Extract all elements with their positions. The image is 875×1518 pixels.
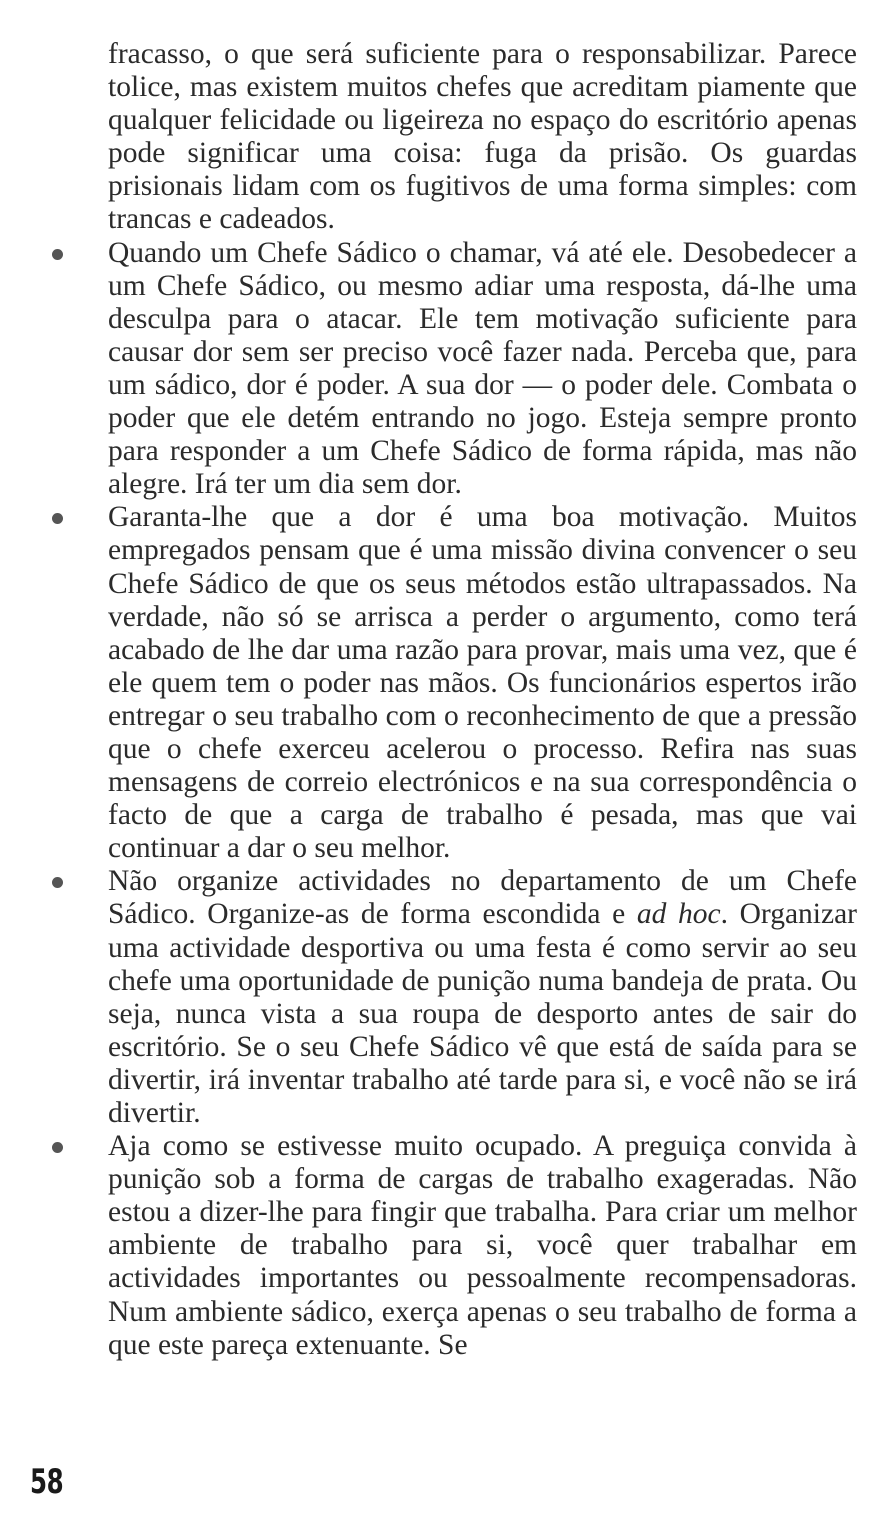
bullet-text-end: . Organizar uma actividade desportiva ou uma festa é como servir ao seu chefe uma oportunidade de punição numa bandeja de prata. Ou seja, nunca vista a sua roupa de desporto antes de sair do escritório. Se o seu Chefe Sádico vê que está de saída para se divertir, irá inventar trabalho até tarde para si, e você não se irá divertir. [108, 898, 858, 1129]
bullet-text: Aja como se estivesse muito ocupado. A preguiça convida à punição sob a forma de cargas de trabalho exageradas. Não estou a dizer-lhe para fingir que trabalha. Para criar um melhor ambiente de trabalho para si, você quer trabalhar em actividades importantes ou pessoalmente recompensadoras. Num ambiente sádico, exerça apenas o seu trabalho de forma a que este pareça extenuante. Se [108, 1130, 857, 1361]
body-text [108, 38, 857, 1362]
bullet-icon [52, 249, 63, 260]
bullet-icon [52, 877, 63, 888]
bullet-item-4 [108, 1130, 857, 1362]
italic-term: ad hoc [636, 898, 721, 931]
bullet-item-1 [108, 237, 857, 502]
bullet-item-3 [108, 865, 857, 1130]
bullet-text: Quando um Chefe Sádico o chamar, vá até ele. Desobedecer a um Chefe Sádico, ou mesmo adiar uma resposta, dá-lhe uma desculpa para o atacar. Ele tem motivação suficiente para causar dor sem ser preciso você fazer nada. Perceba que, para um sádico, dor é poder. A sua dor — o poder dele. Combata o poder que ele detém entrando no jogo. Esteja sempre pronto para responder a um Chefe Sádico de forma rápida, mas não alegre. Irá ter um dia sem dor. [108, 236, 857, 501]
page-number: 58 [30, 1462, 64, 1502]
bullet-text: Garanta-lhe que a dor é uma boa motivação. Muitos empregados pensam que é uma missão divina convencer o seu Chefe Sádico de que os seus métodos estão ultrapassados. Na verdade, não só se arrisca a perder o argumento, como terá acabado de lhe dar uma razão para provar, mais uma vez, que é ele quem tem o poder nas mãos. Os funcionários espertos irão entregar o seu trabalho com o reconhecimento de que a pressão que o chefe exerceu acelerou o processo. Refira nas suas mensagens de correio electrónicos e na sua correspondência o facto de que a carga de trabalho é pesada, mas que vai continuar a dar o seu melhor. [108, 501, 857, 865]
bullet-icon [52, 513, 63, 524]
bullet-item-2 [108, 501, 857, 865]
bullet-icon [52, 1142, 63, 1153]
continuation-paragraph: fracasso, o que será suficiente para o responsabilizar. Parece tolice, mas existem muitos chefes que acreditam piamente que qualquer felicidade ou ligeireza no espaço do escritório apenas pode significar uma coisa: fuga da prisão. Os guardas prisionais lidam com os fugitivos de uma forma simples: com trancas e cadeados. [108, 38, 857, 236]
bullet-text [108, 865, 857, 1130]
bullet-text-start: Não organize actividades no departamento de um Chefe Sádico. Organize-as de forma escondida e [108, 865, 857, 931]
